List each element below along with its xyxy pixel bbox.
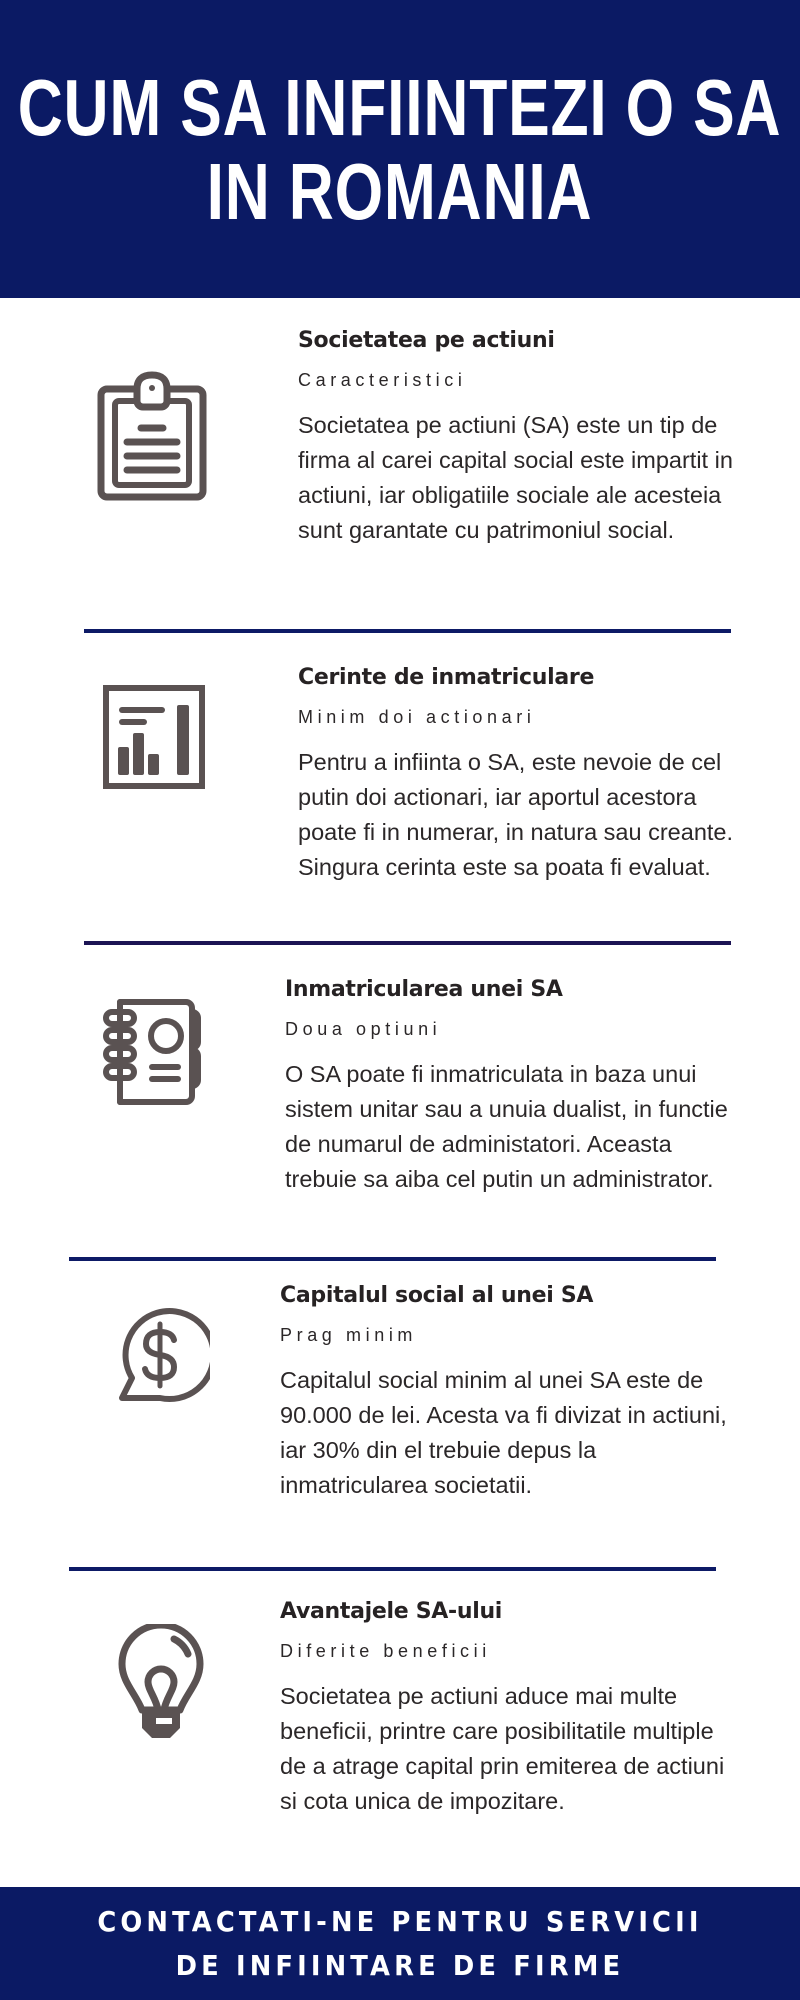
contact-cta-line2: DE INFIINTARE DE FIRME <box>175 1948 625 1982</box>
section-text <box>298 327 738 548</box>
section-body: Societatea pe actiuni aduce mai multe beneficii, printre care posibilitatile multiple de a atrage capital prin emiterea de actiuni si cota unica de impozitare. <box>280 1683 725 1814</box>
address-book-icon <box>102 998 212 1106</box>
section-title: Cerinte de inmatriculare <box>298 665 595 690</box>
lightbulb-icon <box>118 1624 204 1744</box>
section-body: Capitalul social minim al unei SA este de 90.000 de lei. Acesta va fi divizat in actiuni, iar 30% din el trebuie depus la inmatricularea societatii. <box>280 1367 727 1498</box>
contact-cta-line1: CONTACTATI-NE PENTRU SERVICII <box>97 1904 703 1938</box>
section-body: O SA poate fi inmatriculata in baza unui sistem unitar sau a unuia dualist, in functie de numarul de administatori. Aceasta trebuie sa aiba cel putin un administrator. <box>285 1061 728 1192</box>
section-divider <box>84 941 731 945</box>
section-text <box>285 976 735 1197</box>
section-text <box>280 1282 730 1503</box>
page-title-line1: CUM SA INFIINTEZI O SA <box>18 63 782 152</box>
section-body: Pentru a infiinta o SA, este nevoie de cel putin doi actionari, iar aportul acestora poate fi in numerar, in natura sau creante. Singura cerinta este sa poata fi evaluat. <box>298 749 734 880</box>
contact-cta-text <box>97 1900 702 1988</box>
section-divider <box>69 1257 716 1261</box>
dollar-speech-bubble-icon <box>110 1306 210 1406</box>
section-divider <box>84 629 731 633</box>
section-title: Inmatricularea unei SA <box>285 977 563 1002</box>
section-subtitle: Caracteristici <box>298 370 467 390</box>
bar-chart-report-icon <box>103 685 205 789</box>
section-title: Capitalul social al unei SA <box>280 1283 594 1308</box>
page-title <box>18 63 782 236</box>
section-subtitle: Minim doi actionari <box>298 707 536 727</box>
section-divider <box>69 1567 716 1571</box>
section-title: Societatea pe actiuni <box>298 328 555 353</box>
section-text <box>280 1598 730 1819</box>
section-subtitle: Doua optiuni <box>285 1019 442 1039</box>
contact-banner <box>0 1887 800 2000</box>
section-subtitle: Prag minim <box>280 1325 418 1345</box>
header-banner <box>0 0 800 298</box>
section-title: Avantajele SA-ului <box>280 1599 503 1624</box>
clipboard-icon <box>97 371 207 501</box>
section-text <box>298 664 738 885</box>
section-subtitle: Diferite beneficii <box>280 1641 491 1661</box>
page-title-line2: IN ROMANIA <box>207 147 593 236</box>
section-body: Societatea pe actiuni (SA) este un tip de firma al carei capital social este impartit in actiuni, iar obligatiile sociale ale acesteia sunt garantate cu patrimoniul social. <box>298 412 733 543</box>
